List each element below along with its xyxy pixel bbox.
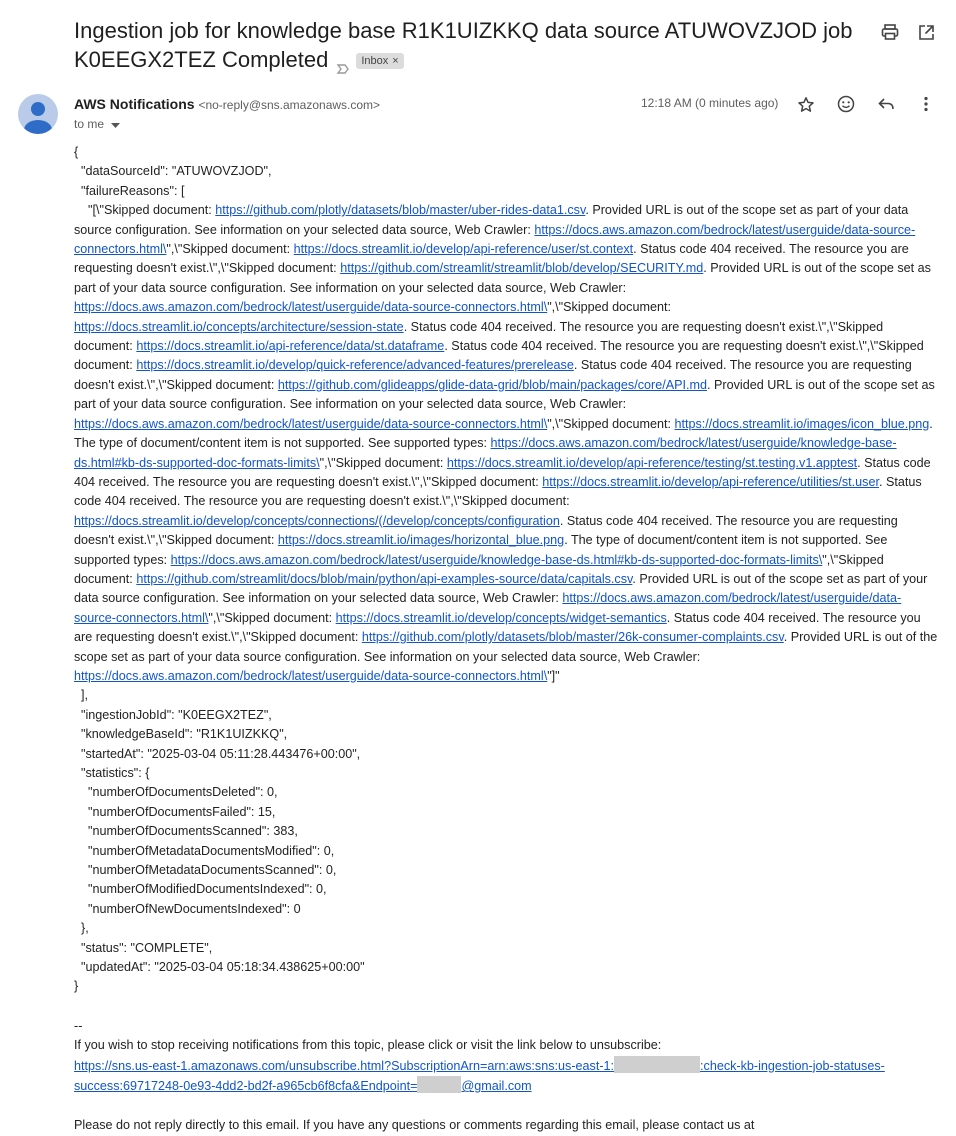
- important-marker-icon[interactable]: [336, 54, 350, 68]
- email-footer: [74, 1017, 940, 1135]
- sender-name[interactable]: AWS Notifications: [74, 96, 195, 112]
- link[interactable]: https://docs.aws.amazon.com/bedrock/latest/userguide/data-source-connectors.html\: [74, 591, 902, 625]
- link[interactable]: https://docs.streamlit.io/concepts/architecture/session-state: [74, 319, 404, 334]
- more-vert-icon[interactable]: [915, 93, 937, 115]
- emoji-icon[interactable]: [835, 93, 857, 115]
- json-stat-line: "numberOfDocumentsDeleted": 0,: [74, 785, 278, 800]
- failure-reasons-text: "[\"Skipped document: https://github.com/plotly/datasets/blob/master/uber-rides-data1.csv. Provided URL is out of the scope set as part of your data source configuration. See information on your selected data source, Web Crawler: https://docs.aws.amazon.com/bedrock/latest/userguide/data-source-connectors.html\",\"Skipped document: https://docs.streamlit.io/develop/api-reference/user/st.context. Status code 404 received. The resource you are requesting doesn't exist.\",\"Skipped document: https://github.com/streamlit/streamlit/blob/develop/SECURITY.md. Provided URL is out of the scope set as part of your data source configuration. See information on your selected data source, Web Crawler: https://docs.aws.amazon.com/bedrock/latest/userguide/data-source-connectors.html\",\"Skipped document: https://docs.streamlit.io/concepts/architecture/session-state. Status code 404 received. The resource you are requesting doesn't exist.\",\"Skipped document: https://docs.streamlit.io/api-reference/data/st.dataframe. Status code 404 received. The resource you are requesting doesn't exist.\",\"Skipped document: https://docs.streamlit.io/develop/quick-reference/advanced-features/prerelease. Status code 404 received. The resource you are requesting doesn't exist.\",\"Skipped document: https://github.com/glideapps/glide-data-grid/blob/main/packages/core/API.md. Provided URL is out of the scope set as part of your data source configuration. See information on your selected data source, Web Crawler: https://docs.aws.amazon.com/bedrock/latest/userguide/data-source-connectors.html\",\"Skipped document: https://docs.streamlit.io/images/icon_blue.png. The type of document/content item is not supported. See supported types: https://docs.aws.amazon.com/bedrock/latest/userguide/knowledge-base-ds.html#kb-ds-supported-doc-formats-limits\",\"Skipped document: https://docs.streamlit.io/develop/api-reference/testing/st.testing.v1.apptest. Status code 404 received. The resource you are requesting doesn't exist.\",\"Skipped document: https://docs.streamlit.io/develop/api-reference/utilities/st.user. Status code 404 received. The resource you are requesting doesn't exist.\",\"Skipped document: https://docs.streamlit.io/develop/concepts/connections/(/develop/concepts/configuration. Status code 404 received. The resource you are requesting doesn't exist.\",\"Skipped document: https://docs.streamlit.io/images/horizontal_blue.png. The type of document/content item is not supported. See supported types: https://docs.aws.amazon.com/bedrock/latest/userguide/knowledge-base-ds.html#kb-ds-supported-doc-formats-limits\",\"Skipped document: https://github.com/streamlit/docs/blob/main/python/api-examples-source/data/capitals.csv. Provided URL is out of the scope set as part of your data source configuration. See information on your selected data source, Web Crawler: https://docs.aws.amazon.com/bedrock/latest/userguide/data-source-connectors.html\",\"Skipped document: https://docs.streamlit.io/develop/concepts/widget-semantics. Status code 404 received. The resource you are requesting doesn't exist.\",\"Skipped document: https://github.com/plotly/datasets/blob/master/26k-consumer-complaints.csv. Provided URL is out of the scope set as part of your data source configuration. See information on your selected data source, Web Crawler: https://docs.aws.amazon.com/bedrock/latest/userguide/data-source-connectors.html\"]": [74, 203, 938, 683]
- signature-separator: --: [74, 1018, 83, 1033]
- sender-info: [74, 96, 380, 112]
- link[interactable]: https://docs.aws.amazon.com/bedrock/latest/userguide/data-source-connectors.html\: [74, 668, 548, 683]
- json-statistics-close: },: [74, 921, 89, 936]
- link[interactable]: https://docs.aws.amazon.com/bedrock/latest/userguide/knowledge-base-ds.html#kb-ds-supported-doc-formats-limits\: [74, 436, 897, 470]
- json-open-brace: {: [74, 145, 79, 159]
- link[interactable]: https://docs.streamlit.io/develop/concepts/connections/(/develop/concepts/configuration: [74, 513, 560, 528]
- link[interactable]: https://docs.aws.amazon.com/bedrock/latest/userguide/data-source-connectors.html\: [74, 416, 548, 431]
- unsubscribe-link[interactable]: :check-kb-ingestion-job-statuses-success:69717248-0e93-4dd2-bd2f-a965cb6f8cfa&Endpoint=: [74, 1058, 885, 1094]
- sender-avatar: [18, 94, 58, 134]
- link[interactable]: https://github.com/streamlit/streamlit/blob/develop/SECURITY.md: [340, 261, 704, 276]
- print-icon[interactable]: [879, 21, 901, 43]
- star-icon[interactable]: [795, 94, 817, 116]
- email-subject: [74, 16, 864, 74]
- json-ingestion-job-id: "ingestionJobId": "K0EEGX2TEZ",: [74, 707, 272, 722]
- link[interactable]: https://docs.aws.amazon.com/bedrock/latest/userguide/data-source-connectors.html\: [74, 222, 916, 257]
- link[interactable]: https://github.com/streamlit/docs/blob/main/python/api-examples-source/data/capitals.csv: [136, 571, 633, 586]
- link[interactable]: https://docs.streamlit.io/develop/api-reference/testing/st.testing.v1.apptest: [446, 455, 858, 470]
- spacer: [74, 1097, 940, 1116]
- chevron-down-icon[interactable]: [111, 118, 120, 132]
- link[interactable]: https://docs.streamlit.io/develop/concepts/widget-semantics: [335, 610, 667, 625]
- link[interactable]: https://github.com/glideapps/glide-data-grid/blob/main/packages/core/API.md: [277, 377, 708, 392]
- subject-text: Ingestion job for knowledge base R1K1UIZKKQ data source ATUWOVZJOD job K0EEGX2TEZ Completed: [74, 18, 853, 72]
- email-timestamp: 12:18 AM (0 minutes ago): [641, 96, 779, 110]
- inbox-label-text: Inbox: [361, 55, 389, 68]
- json-failure-reasons-close: ],: [74, 688, 88, 703]
- json-updated-at: "updatedAt": "2025-03-04 05:18:34.438625+00:00": [74, 960, 365, 975]
- link[interactable]: https://docs.streamlit.io/images/horizontal_blue.png: [277, 533, 565, 548]
- redacted-email-user: [417, 1076, 461, 1093]
- remove-label-button[interactable]: ×: [392, 55, 399, 68]
- link[interactable]: https://docs.aws.amazon.com/bedrock/latest/userguide/data-source-connectors.html\: [74, 300, 548, 315]
- link[interactable]: https://docs.streamlit.io/develop/api-reference/user/st.context: [293, 242, 634, 257]
- json-knowledge-base-id: "knowledgeBaseId": "R1K1UIZKKQ",: [74, 727, 288, 742]
- json-close-brace: }: [74, 979, 79, 994]
- json-stat-line: "numberOfMetadataDocumentsScanned": 0,: [74, 863, 337, 878]
- json-failure-reasons-open: "failureReasons": [: [74, 183, 185, 198]
- unsubscribe-text: If you wish to stop receiving notifications from this topic, please click or visit the link below to unsubscribe:: [74, 1038, 662, 1053]
- link[interactable]: https://github.com/plotly/datasets/blob/master/uber-rides-data1.csv: [215, 203, 586, 218]
- open-in-new-icon[interactable]: [915, 21, 937, 43]
- json-started-at: "startedAt": "2025-03-04 05:11:28.443476+00:00",: [74, 746, 361, 761]
- unsubscribe-link[interactable]: @gmail.com: [461, 1079, 532, 1094]
- link[interactable]: https://docs.streamlit.io/develop/quick-reference/advanced-features/prerelease: [136, 358, 574, 373]
- json-stat-line: "numberOfDocumentsFailed": 15,: [74, 804, 276, 819]
- json-statistics-open: "statistics": {: [74, 766, 150, 780]
- recipient-toggle[interactable]: [74, 117, 120, 132]
- email-body: [74, 143, 940, 1135]
- link[interactable]: https://docs.streamlit.io/develop/api-reference/utilities/st.user: [542, 474, 879, 489]
- sender-address: <no-reply@sns.amazonaws.com>: [198, 98, 381, 112]
- json-stat-line: "numberOfMetadataDocumentsModified": 0,: [74, 843, 335, 858]
- link[interactable]: https://docs.streamlit.io/api-reference/data/st.dataframe: [136, 339, 445, 354]
- redacted-account-id: [614, 1056, 700, 1073]
- unsubscribe-link-block: [74, 1056, 940, 1097]
- json-stat-line: "numberOfDocumentsScanned": 383,: [74, 824, 298, 839]
- json-stat-line: "numberOfModifiedDocumentsIndexed": 0,: [74, 882, 327, 897]
- no-reply-notice: Please do not reply directly to this email. If you have any questions or comments regarding this email, please contact us at: [74, 1117, 755, 1132]
- recipient-text: to me: [74, 117, 105, 131]
- link[interactable]: https://docs.streamlit.io/images/icon_blue.png: [674, 416, 930, 431]
- json-status: "status": "COMPLETE",: [74, 940, 213, 955]
- inbox-label-chip: [356, 53, 403, 69]
- reply-icon[interactable]: [875, 93, 897, 115]
- link[interactable]: https://docs.aws.amazon.com/bedrock/latest/userguide/knowledge-base-ds.html#kb-ds-supported-doc-formats-limits\: [170, 552, 823, 567]
- json-datasource-id: "dataSourceId": "ATUWOVZJOD",: [74, 164, 272, 179]
- unsubscribe-link[interactable]: https://sns.us-east-1.amazonaws.com/unsubscribe.html?SubscriptionArn=arn:aws:sns:us-east-1:: [74, 1058, 615, 1073]
- link[interactable]: https://github.com/plotly/datasets/blob/master/26k-consumer-complaints.csv: [361, 630, 784, 645]
- json-stat-line: "numberOfNewDocumentsIndexed": 0: [74, 901, 301, 916]
